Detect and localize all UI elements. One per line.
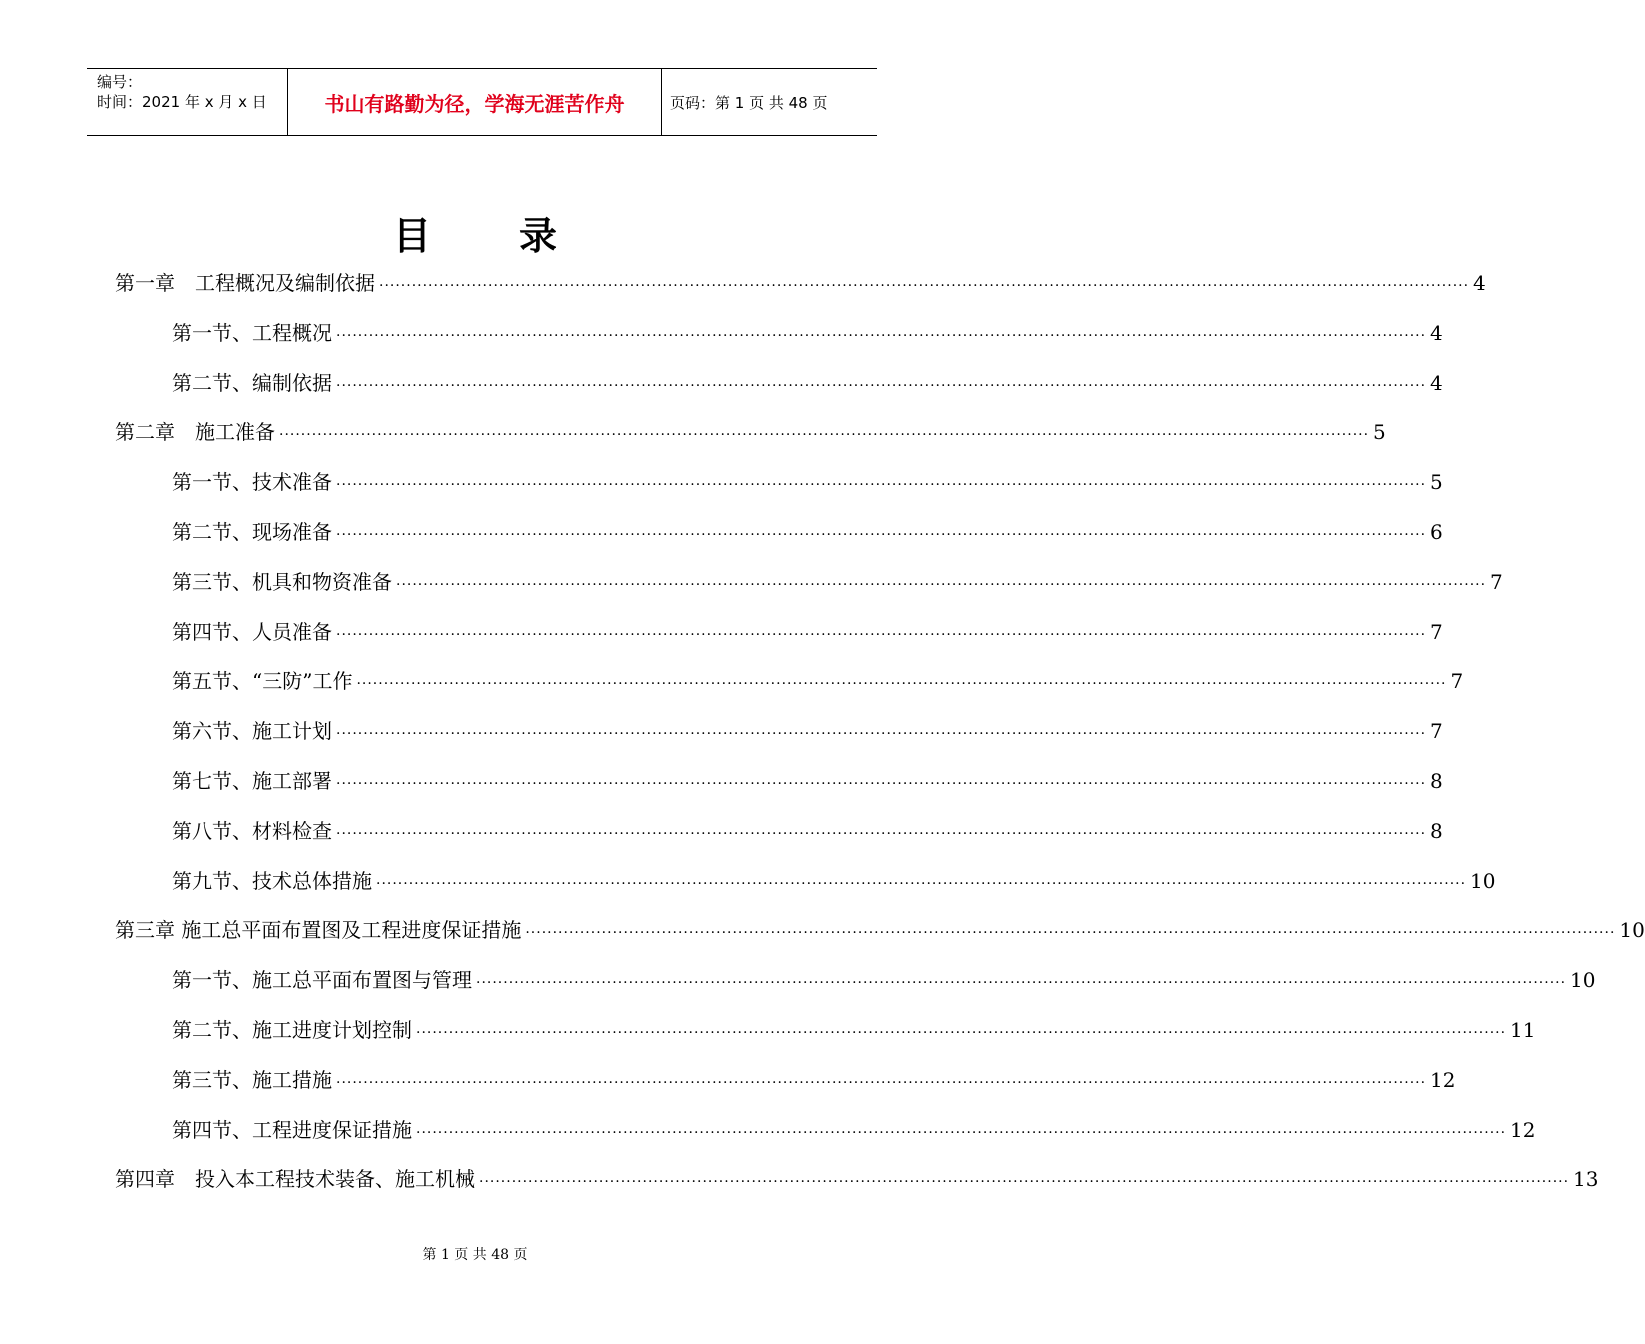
page-header bbox=[87, 68, 877, 136]
toc-entry[interactable] bbox=[172, 607, 1443, 657]
toc-entry-page: 5 bbox=[1373, 420, 1386, 445]
toc-entry-page: 4 bbox=[1430, 370, 1443, 395]
toc-entry-title: 第九节、技术总体措施 bbox=[172, 868, 372, 893]
toc-entry-title: 第五节、“三防”工作 bbox=[172, 669, 353, 694]
page-footer: 第 1 页 共 48 页 bbox=[422, 1247, 528, 1263]
toc-entry[interactable] bbox=[172, 457, 1443, 507]
toc-entry-title: 第三节、机具和物资准备 bbox=[172, 569, 392, 594]
toc-entry-title: 第三节、施工措施 bbox=[172, 1067, 332, 1092]
toc-entry-page: 7 bbox=[1450, 669, 1464, 694]
toc-entry[interactable] bbox=[172, 1105, 1536, 1155]
toc-entry-title: 第二章 施工准备 bbox=[115, 420, 275, 445]
toc-dot-leader: ········································································································································································································ bbox=[336, 776, 1427, 792]
toc-entry-page: 7 bbox=[1430, 719, 1443, 744]
toc-dot-leader: ········································································································································································································ bbox=[525, 925, 1616, 942]
toc-entry[interactable] bbox=[172, 358, 1443, 408]
toc-dot-leader: ········································································································································································································ bbox=[336, 527, 1427, 543]
toc-dot-leader: ········································································································································································································ bbox=[336, 626, 1427, 643]
header-meta bbox=[87, 69, 288, 135]
toc-dot-leader: ········································································································································································································ bbox=[279, 427, 1370, 444]
toc-entry-title: 第二节、编制依据 bbox=[172, 370, 332, 395]
toc-entry-page: 12 bbox=[1510, 1117, 1536, 1142]
toc-dot-leader: ········································································································································································································ bbox=[376, 875, 1467, 892]
toc-dot-leader: ········································································································································································································ bbox=[416, 1025, 1507, 1041]
toc-entry-title: 第四章 投入本工程技术装备、施工机械 bbox=[115, 1167, 475, 1192]
toc-entry-title: 第八节、材料检查 bbox=[172, 818, 332, 843]
toc-entry-page: 7 bbox=[1490, 569, 1503, 594]
toc-dot-leader: ········································································································································································································ bbox=[396, 576, 1487, 593]
toc-dot-leader: ········································································································································································································ bbox=[336, 726, 1427, 743]
toc-entry[interactable] bbox=[172, 1055, 1456, 1105]
toc-dot-leader: ········································································································································································································ bbox=[336, 1074, 1427, 1091]
toc-entry-title: 第四节、工程进度保证措施 bbox=[172, 1117, 412, 1142]
toc-entry-title: 第一节、技术准备 bbox=[172, 470, 332, 495]
toc-entry-title: 第四节、人员准备 bbox=[172, 619, 332, 644]
toc-entry[interactable] bbox=[172, 955, 1596, 1005]
toc-entry[interactable] bbox=[172, 806, 1443, 856]
toc-dot-leader: ········································································································································································································ bbox=[479, 1174, 1570, 1191]
toc-entry-title: 第六节、施工计划 bbox=[172, 719, 332, 744]
header-page-info: 页码：第 1 页 共 48 页 bbox=[670, 93, 828, 112]
toc-entry-page: 7 bbox=[1430, 619, 1443, 644]
toc-entry-page: 10 bbox=[1470, 868, 1496, 893]
toc-dot-leader: ········································································································································································································ bbox=[356, 676, 1447, 693]
toc-dot-leader: ········································································································································································································ bbox=[336, 377, 1427, 394]
toc-entry[interactable] bbox=[172, 656, 1464, 706]
toc-entry-page: 6 bbox=[1430, 520, 1443, 544]
header-motto: 书山有路勤为径，学海无涯苦作舟 bbox=[288, 69, 662, 135]
toc-entry[interactable] bbox=[172, 557, 1503, 607]
toc-dot-leader: ········································································································································································································ bbox=[336, 477, 1427, 494]
toc-dot-leader: ········································································································································································································ bbox=[476, 975, 1567, 992]
toc-entry-page: 8 bbox=[1430, 769, 1443, 793]
toc-entry-title: 第一节、工程概况 bbox=[172, 320, 332, 345]
toc-entry-title: 第一章 工程概况及编制依据 bbox=[115, 271, 375, 295]
toc-entry-page: 12 bbox=[1430, 1067, 1456, 1092]
toc-entry-title: 第七节、施工部署 bbox=[172, 769, 332, 793]
toc-entry[interactable] bbox=[172, 706, 1443, 756]
toc-entry[interactable] bbox=[115, 407, 1386, 457]
date-label: 时间：2021 年 x 月 x 日 bbox=[97, 93, 267, 111]
toc-entry[interactable] bbox=[115, 905, 1645, 955]
toc-entry-page: 13 bbox=[1573, 1167, 1599, 1192]
toc-entry[interactable] bbox=[172, 856, 1496, 906]
toc-entry-page: 4 bbox=[1430, 320, 1443, 345]
toc-dot-leader: ········································································································································································································ bbox=[379, 278, 1470, 294]
toc-entry-title: 第二节、施工进度计划控制 bbox=[172, 1018, 412, 1042]
toc-entry-page: 11 bbox=[1510, 1018, 1536, 1042]
toc-entry-page: 10 bbox=[1619, 918, 1645, 943]
toc-entry-title: 第一节、施工总平面布置图与管理 bbox=[172, 968, 472, 993]
toc-title: 目录 bbox=[392, 214, 645, 258]
toc-dot-leader: ········································································································································································································ bbox=[416, 1124, 1507, 1141]
toc-entry[interactable] bbox=[115, 1154, 1599, 1204]
toc-entry-page: 8 bbox=[1430, 818, 1443, 843]
toc-dot-leader: ········································································································································································································ bbox=[336, 825, 1427, 842]
toc-entry-page: 4 bbox=[1473, 271, 1486, 295]
serial-number-label: 编号： bbox=[97, 73, 143, 91]
toc-entry-page: 5 bbox=[1430, 470, 1443, 495]
toc-entry[interactable] bbox=[172, 507, 1443, 557]
toc-entry[interactable] bbox=[172, 1005, 1536, 1055]
toc-entry-title: 第二节、现场准备 bbox=[172, 520, 332, 544]
toc-entry[interactable] bbox=[172, 308, 1443, 358]
toc-entry-title: 第三章 施工总平面布置图及工程进度保证措施 bbox=[115, 918, 522, 943]
toc-entry[interactable] bbox=[115, 258, 1486, 308]
toc-entry[interactable] bbox=[172, 756, 1443, 806]
toc-dot-leader: ········································································································································································································ bbox=[336, 327, 1427, 344]
toc-entry-page: 10 bbox=[1570, 968, 1596, 993]
